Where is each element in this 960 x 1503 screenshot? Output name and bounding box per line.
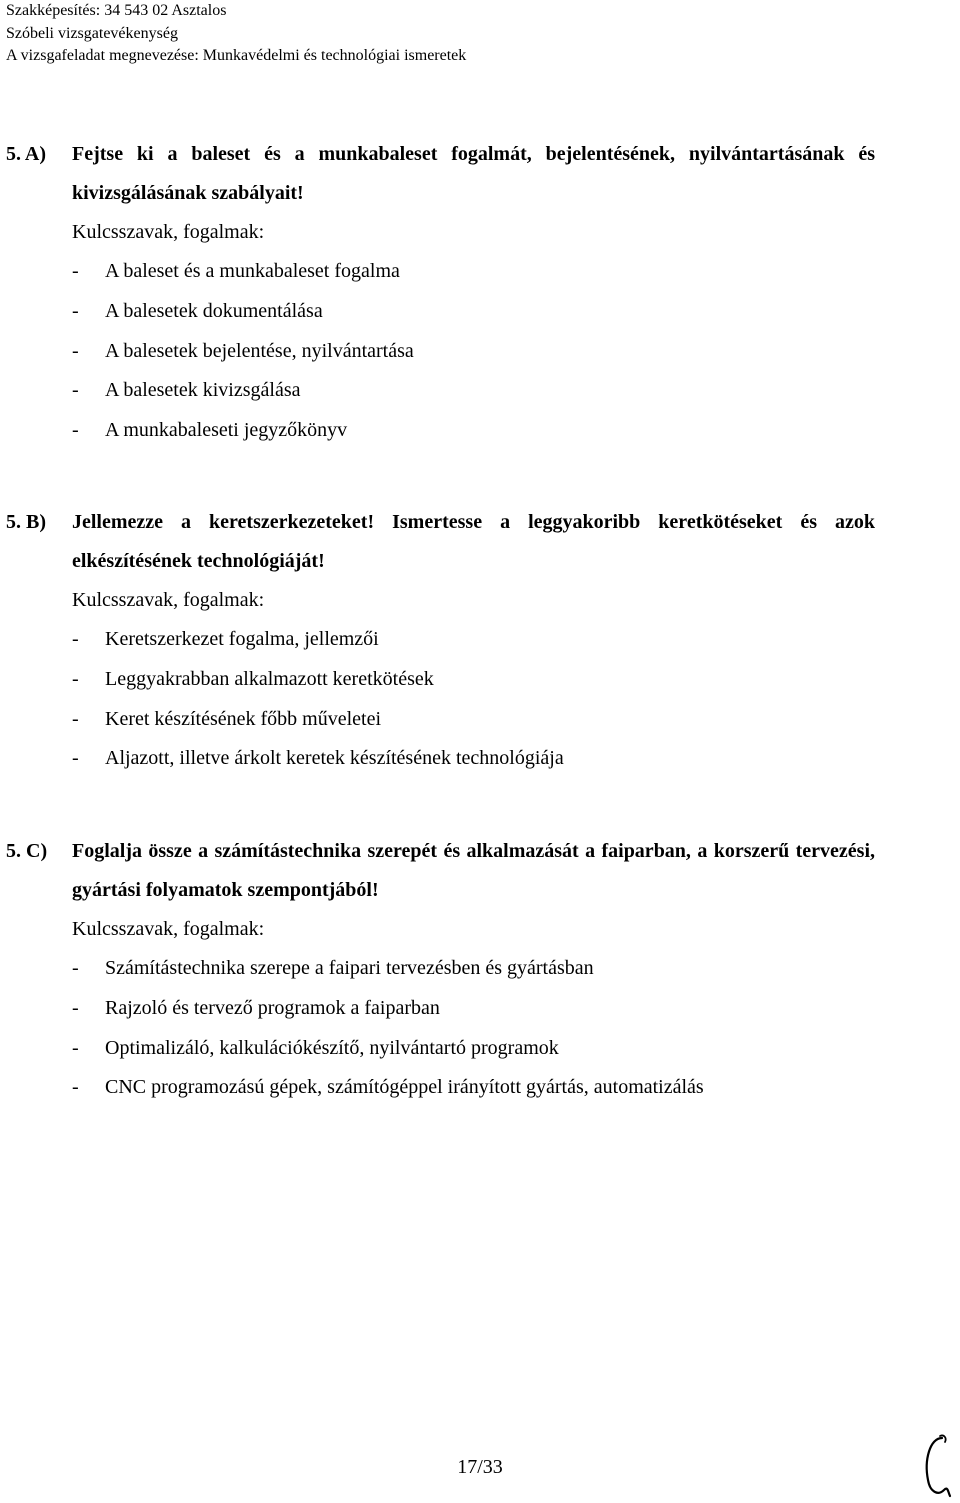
- question-number: 5. B): [6, 511, 46, 533]
- keyword-item: [0, 739, 960, 779]
- list-dash: -: [72, 379, 79, 402]
- list-dash: -: [72, 628, 79, 650]
- list-dash: -: [72, 299, 79, 322]
- question-section-a: [0, 135, 960, 451]
- keyword-text: Rajzoló és tervező programok a faiparban: [105, 996, 440, 1019]
- question-section-c: [0, 832, 960, 1108]
- list-dash: -: [72, 957, 79, 979]
- keyword-item: [0, 1029, 960, 1069]
- keyword-list: [0, 949, 960, 1108]
- question-text: Jellemezze a keretszerkezeteket! Ismertesse a leggyakoribb keretkötéseket és azok elkészítésének technológiáját!: [72, 511, 875, 572]
- keyword-text: Optimalizáló, kalkulációkészítő, nyilvántartó programok: [105, 1036, 559, 1059]
- list-dash: -: [72, 747, 79, 770]
- list-dash: -: [72, 419, 79, 442]
- header-exam-type: Szóbeli vizsgatevékenység: [6, 24, 178, 42]
- question-text: Fejtse ki a baleset és a munkabaleset fogalmát, bejelentésének, nyilvántartásának és kivizsgálásának szabályait!: [72, 143, 875, 204]
- page-number: 17/33: [457, 1456, 503, 1478]
- question-text: Foglalja össze a számítástechnika szerepét és alkalmazását a faiparban, a korszerű tervezési, gyártási folyamatok szempontjából!: [72, 840, 875, 901]
- keyword-text: CNC programozású gépek, számítógéppel irányított gyártás, automatizálás: [105, 1076, 704, 1099]
- keyword-text: Számítástechnika szerepe a faipari tervezésben és gyártásban: [105, 957, 594, 979]
- header-task-name: A vizsgafeladat megnevezése: Munkavédelmi és technológiai ismeretek: [6, 47, 467, 64]
- signature-mark: [920, 1430, 954, 1500]
- list-dash: -: [72, 260, 79, 282]
- keyword-item: [0, 620, 960, 660]
- keyword-item: [0, 252, 960, 292]
- keyword-item: [0, 989, 960, 1029]
- keyword-list: [0, 252, 960, 451]
- keyword-text: A baleset és a munkabaleset fogalma: [105, 260, 400, 282]
- page-header: [6, 0, 466, 68]
- keyword-list: [0, 620, 960, 779]
- keyword-item: [0, 371, 960, 411]
- keyword-item: [0, 332, 960, 372]
- keyword-text: Aljazott, illetve árkolt keretek készítésének technológiája: [105, 747, 564, 770]
- question-number: 5. A): [6, 143, 46, 165]
- list-dash: -: [72, 339, 79, 362]
- question-b: [0, 503, 960, 581]
- keywords-title: Kulcsszavak, fogalmak:: [72, 221, 265, 243]
- list-dash: -: [72, 707, 79, 730]
- list-dash: -: [72, 996, 79, 1019]
- keyword-item: [0, 292, 960, 332]
- keyword-item: [0, 949, 960, 989]
- keyword-text: Leggyakrabban alkalmazott keretkötések: [105, 667, 434, 690]
- keyword-text: A balesetek kivizsgálása: [105, 379, 301, 402]
- keywords-title: Kulcsszavak, fogalmak:: [72, 589, 265, 611]
- keyword-item: [0, 660, 960, 700]
- list-dash: -: [72, 1076, 79, 1099]
- keyword-text: A balesetek dokumentálása: [105, 299, 323, 322]
- keyword-text: A balesetek bejelentése, nyilvántartása: [105, 339, 414, 362]
- keyword-item: [0, 411, 960, 451]
- keyword-text: Keretszerkezet fogalma, jellemzői: [105, 628, 379, 650]
- keyword-text: A munkabaleseti jegyzőkönyv: [105, 419, 348, 442]
- list-dash: -: [72, 667, 79, 690]
- question-number: 5. C): [6, 840, 48, 862]
- question-a: [0, 135, 960, 213]
- list-dash: -: [72, 1036, 79, 1059]
- keyword-item: [0, 700, 960, 740]
- header-qualification: Szakképesítés: 34 543 02 Asztalos: [6, 2, 227, 19]
- keyword-item: [0, 1068, 960, 1108]
- keywords-title: Kulcsszavak, fogalmak:: [72, 918, 265, 940]
- question-section-b: [0, 503, 960, 779]
- keyword-text: Keret készítésének főbb műveletei: [105, 707, 381, 730]
- question-c: [0, 832, 960, 910]
